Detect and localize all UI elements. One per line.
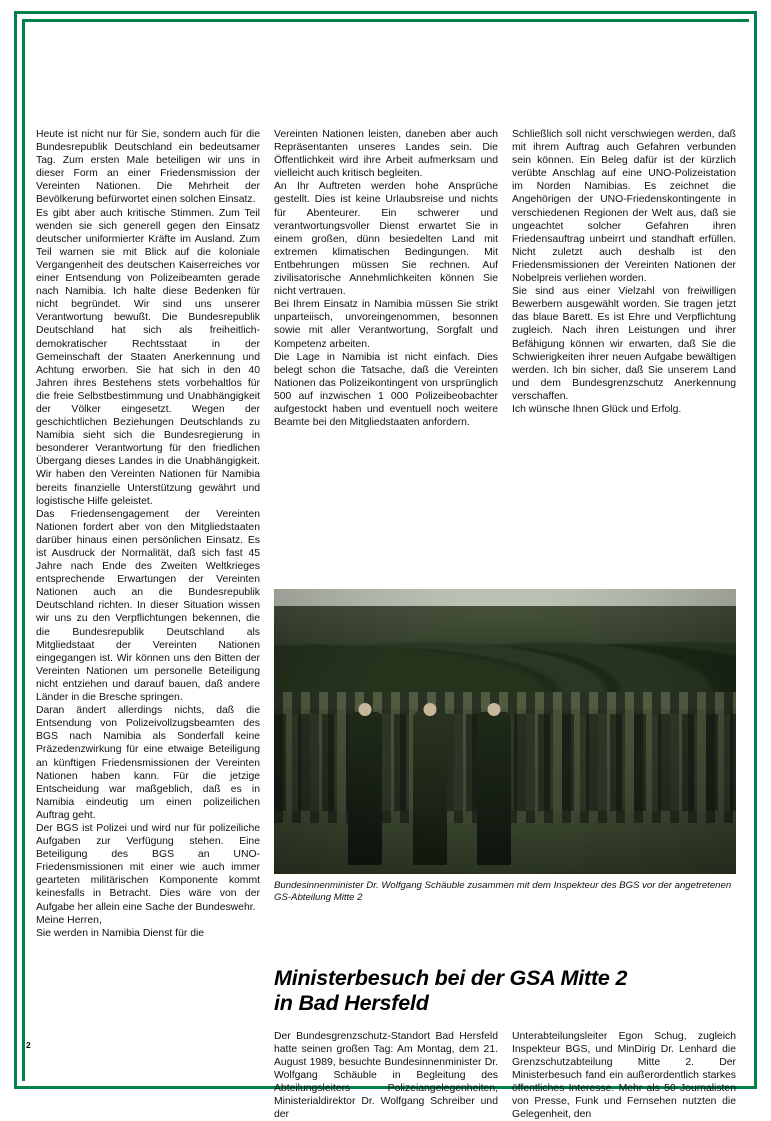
headline-line-1: Ministerbesuch bei der GSA Mitte 2 [274,965,628,990]
page-border-inner-top [22,19,749,22]
article-one-column-1 [36,128,260,940]
paragraph: Meine Herren, [36,914,102,926]
article-two-column-2 [512,1030,736,1121]
paragraph: Vereinten Nationen leisten, daneben aber auch Repräsentanten unseres Landes sein. Die Öffentlichkeit wird ihre Arbeit aufmerksam und vielleicht auch kritisch begleiten. [274,129,498,180]
paragraph: Das Friedensengagement der Vereinten Nationen fordert aber von den Mitgliedstaaten darüber hinaus einen persönlichen Einsatz. Es ist Ausdruck der Normalität, daß sich fast 45 Jahre nach Ende des Zweiten Weltkrieges entsprechende Erwartungen der Vereinten Nationen auch an die Bundesrepublik Deutschland richten. In dieser Situation wissen wir uns zu den Verpflichtungen bekennen, die die Bundesrepublik Deutschland als Mitgliedstaat der Vereinten Nationen eingegangen ist. Wir können uns den Bitten der Vereinten Nationen um personelle Beteiligung nicht entziehen und darauf bauen, daß andere Länder in die Bresche springen. [36,508,260,704]
paragraph: Schließlich soll nicht verschwiegen werden, daß mit ihrem Auftrag auch Gefahren verbunden sein können. Ein Beleg dafür ist der kürzlich verübte Anschlag auf eine UNO-Polizeistation im Norden Namibias. Es zeichnet die Angehörigen der UNO-Friedenskontingente in verschiedenen Regionen der Welt aus, daß sie ungeachtet solcher Gefahren ihren Friedensauftrag unbeirrt und standhaft erfüllen. Nicht zuletzt auch deshalb ist den Friedensmissionen der Vereinten Nationen der Nobelpreis verliehen worden. [512,129,736,285]
headline-line-2: in Bad Hersfeld [274,990,429,1015]
paragraph: Daran ändert allerdings nichts, daß die Entsendung von Polizeivollzugsbeamten des BGS nach Namibia als Sonderfall keine Präzedenzwirkung für eine etwaige Beteiligung an künftigen Friedensmissionen der Vereinten Nationen haben kann. Für die jetzige Entscheidung war maßgeblich, daß es in Namibia eindeutig um einen polizeilichen Auftrag geht. [36,705,260,821]
page-number: 2 [26,1040,31,1050]
article-two-header-row [36,940,736,1030]
article-two-column-1 [274,1030,498,1121]
paragraph: Bei Ihrem Einsatz in Namibia müssen Sie strikt unparteiisch, unvoreingenommen, besonnen sowie mit aller Verantwortung, Sorgfalt und Kompetenz arbeiten. [274,299,498,350]
paragraph: Die Lage in Namibia ist nicht einfach. Dies belegt schon die Tatsache, daß die Vereinten Nationen das Polizeikontingent von ursprünglich 500 auf inzwischen 1 000 Polizeibeobachter aufgestockt haben und eventuell noch weitere Beamte bei den Mitgliedstaaten anfordern. [274,351,498,429]
paragraph: Sie werden in Namibia Dienst für die [36,927,205,939]
paragraph: Es gibt aber auch kritische Stimmen. Zum Teil wenden sie sich generell gegen den Einsatz deutscher uniformierter Kräfte im Ausland. Zum Teil warnen sie mit Blick auf die koloniale Vergangenheit des deutschen Kaiserreiches vor einer Entsendung von Polizeibeamten gerade nach Namibia. Ich halte diese Bedenken für nicht begründet. Wir sind uns unserer Verantwortung bewußt. Die Bundesrepublik Deutschland hat sich als freiheitlich-demokratischer Rechtsstaat in der Gemeinschaft der Staaten Anerkennung und Achtung erworben. Sie hat sich in den 40 Jahren ihres Bestehens stets vorbehaltlos für die freie Selbstbestimmung und Unabhängigkeit der Völker eingesetzt. Wegen der geschichtlichen Beziehungen Deutschlands zu Namibia sieht sich die Bundesregierung in besonderer Verantwortung für den friedlichen Übergang dieses Landes in die Unabhängigkeit. Wir haben den Vereinten Nationen für Namibia bereits finanzielle Unterstützung gewährt und logistische Hilfe geleistet. [36,207,260,507]
paragraph: Sie sind aus einer Vielzahl von freiwilligen Bewerbern ausgewählt worden. Sie tragen jetzt das blaue Barett. Es ist Ehre und Verpflichtung zugleich. Nach ihren Leistungen und ihrer Befähigung können wir erwarten, daß Sie die Schwierigkeiten ihrer neuen Aufgabe bewältigen werden. Ich bin sicher, daß Sie unserem Land und dem Bundesgrenzschutz Anerkennung verschaffen. [512,286,736,402]
photo-block [274,589,736,904]
article-two-headline [274,966,736,1016]
headline-spacer [36,940,260,1030]
paragraph: Der Bundesgrenzschutz-Standort Bad Hersfeld hatte seinen großen Tag: Am Montag, dem 21. August 1989, besuchte Bundesinnenminister Dr. Wolfgang Schäuble in Begleitung des Abteilungsleiters Polizeiangelegenheiten, Ministerialdirektor Dr. Wolfgang Schreiber und der [274,1030,498,1121]
paragraph: Unterabteilungsleiter Egon Schug, zugleich Inspekteur BGS, und MinDirig Dr. Lenhard die Grenzschutzabteilung Mitte 2. Der Ministerbesuch fand ein außerordentlich starkes öffentliches Interesse. Mehr als 50 Journalisten von Presse, Funk und Fernsehen nutzten die Gelegenheit, den [512,1030,736,1121]
paragraph: Heute ist nicht nur für Sie, sondern auch für die Bundesrepublik Deutschland ein bedeutsamer Tag. Zum ersten Male beteiligen wir uns in dieser Form an einer Friedensmission der Vereinten Nationen. Die Mehrheit der Bevölkerung befürwortet einen solchen Einsatz. [36,129,260,206]
article-two-spacer [36,1030,260,1121]
photo-caption: Bundesinnenminister Dr. Wolfgang Schäuble zusammen mit dem Inspekteur des BGS vor der angetretenen GS-Abteilung Mitte 2 [274,880,732,903]
page-border-inner-left [22,19,25,1081]
paragraph: Der BGS ist Polizei und wird nur für polizeiliche Aufgaben zur Verfügung stehen. Eine Beteiligung des BGS an UNO-Friedensmissionen mit einer wie auch immer gearteten militärischen Komponente kommt keinesfalls in Betracht. Dies wäre von der Aufgabe her allein eine Sache der Bundeswehr. [36,822,260,913]
paragraph: An Ihr Auftreten werden hohe Ansprüche gestellt. Dies ist keine Urlaubsreise und nichts für Abenteurer. Ein schwerer und verantwortungsvoller Dienst erwartet Sie in einem großen, dünn besiedelten Land mit extremen klimatischen Bedingungen. Mit Entbehrungen müssen Sie rechnen. Auf zivilisatorische Annehmlichkeiten können Sie nicht vertrauen. [274,181,498,298]
article-two-columns [36,1030,736,1121]
photo-bgs-formation [274,589,736,874]
paragraph: Ich wünsche Ihnen Glück und Erfolg. [512,403,682,415]
photo-vignette [274,589,736,874]
